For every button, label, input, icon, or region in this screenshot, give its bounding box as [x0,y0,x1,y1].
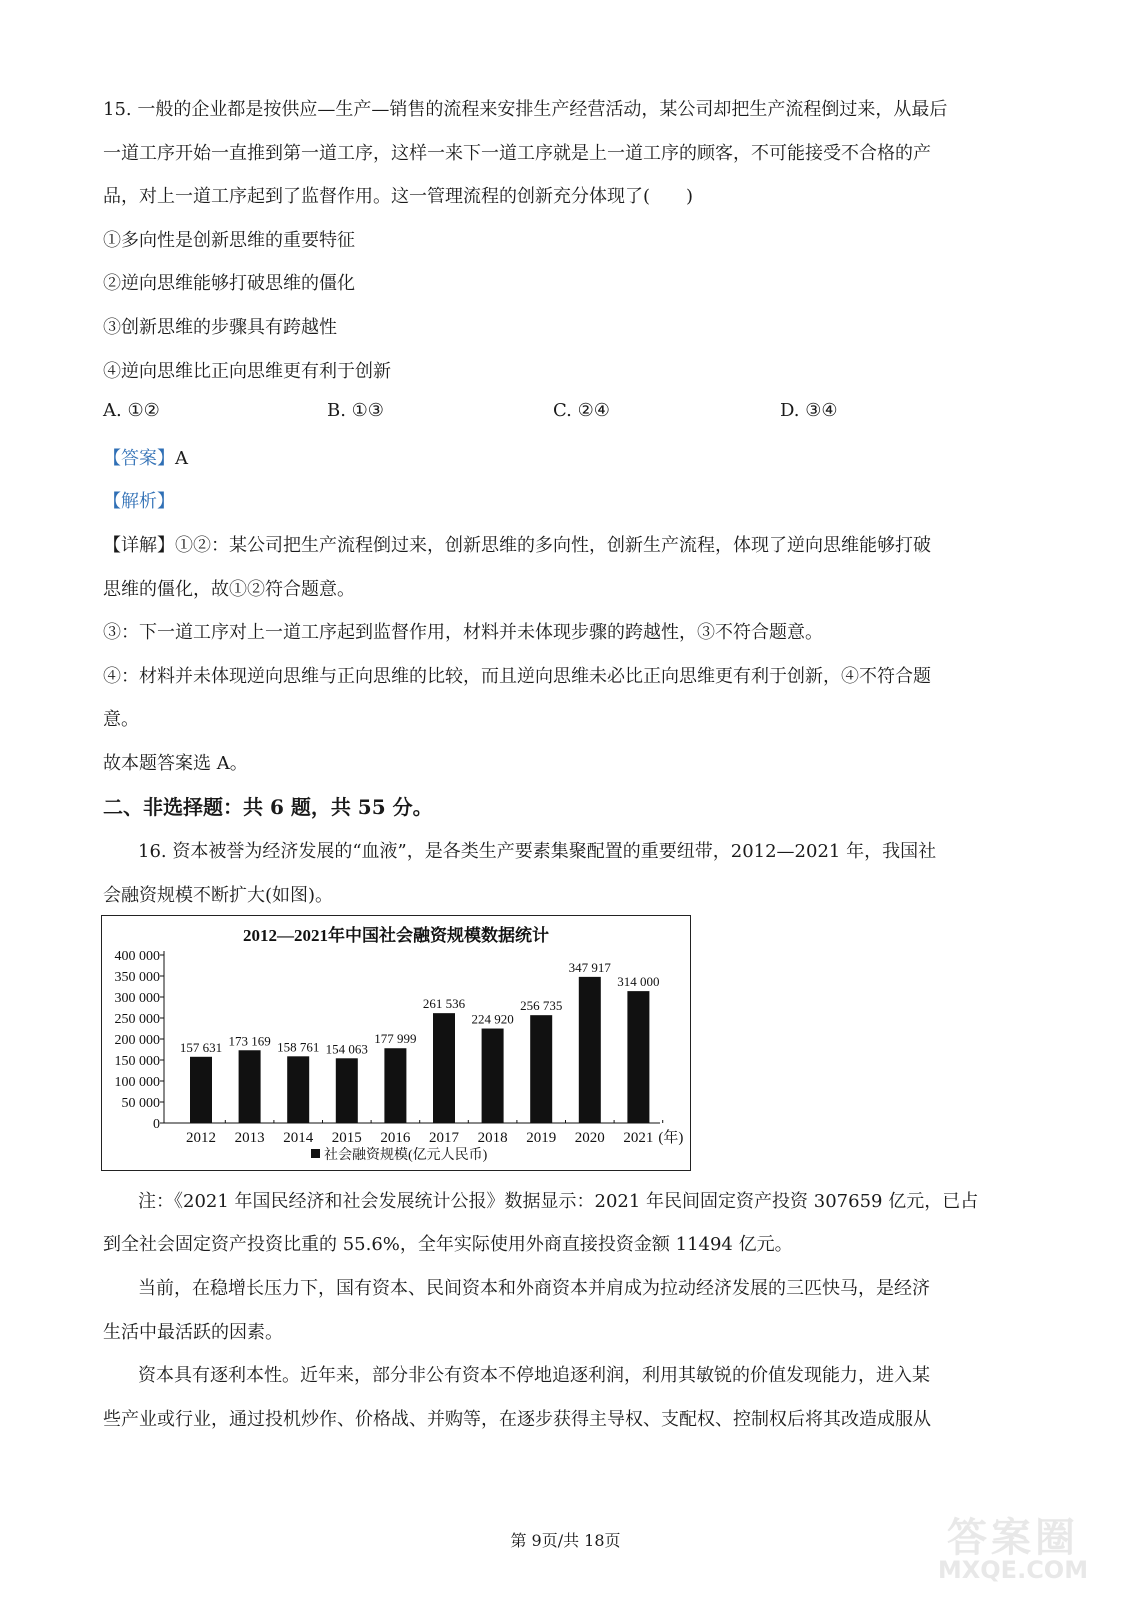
q15-option-d: D. ③④ [780,400,838,421]
q15-statement-1: ①多向性是创新思维的重要特征 [103,230,355,251]
bar-2016 [384,1048,406,1123]
x-tick-label: 2021 [623,1130,654,1146]
y-tick-label: 100 000 [114,1075,160,1090]
bar-2019 [530,1015,552,1123]
y-tick-label: 0 [153,1117,160,1132]
bar-value-label: 177 999 [374,1031,417,1047]
detail-line-3: ③：下一道工序对上一道工序起到监督作用，材料并未体现步骤的跨越性，③不符合题意。 [103,622,823,643]
legend-swatch [311,1149,320,1158]
page-number: 第 9页/共 18页 [510,1531,621,1550]
q16-para1-2: 生活中最活跃的因素。 [103,1322,283,1343]
bar-2017 [433,1013,455,1123]
detail-line-2: 思维的僵化，故①②符合题意。 [103,579,355,600]
q15-answer [103,444,188,470]
analysis-tag: 【解析】 [103,491,175,512]
x-tick-label: 2014 [283,1130,314,1146]
y-tick-label: 50 000 [121,1096,160,1111]
watermark-en: MXQE.COM [937,1556,1089,1584]
bar-value-label: 256 735 [520,998,563,1014]
bar-2021 [627,991,649,1123]
q15-option-a: A. ①② [103,400,160,421]
q15-line-1: 15. 一般的企业都是按供应—生产—销售的流程来安排生产经营活动，某公司却把生产流程倒过来，从最后 [103,99,948,120]
q15-option-c: C. ②④ [553,400,610,421]
bar-value-label: 173 169 [228,1033,271,1049]
watermark-cn: 答案圈 [947,1515,1079,1561]
q15-option-b: B. ①③ [327,400,384,421]
q16-para1-1: 当前，在稳增长压力下，国有资本、民间资本和外商资本并肩成为拉动经济发展的三匹快马，是经济 [138,1278,930,1299]
q16-para2-2: 些产业或行业，通过投机炒作、价格战、并购等，在逐步获得主导权、支配权、控制权后将其改造成服从 [103,1409,931,1430]
q15-statement-4: ④逆向思维比正向思维更有利于创新 [103,361,391,382]
y-tick-label: 400 000 [114,949,160,964]
watermark-logo [913,1506,1113,1584]
x-tick-label: 2012 [186,1130,216,1146]
y-tick-label: 250 000 [114,1012,160,1027]
q15-statement-3: ③创新思维的步骤具有跨越性 [103,317,337,338]
detail-line-6: 故本题答案选 A。 [103,753,248,774]
x-tick-label: 2015 [331,1130,362,1146]
answer-tag: 【答案】 [103,448,175,469]
q16-note-1: 注：《2021 年国民经济和社会发展统计公报》数据显示：2021 年民间固定资产投资 307659 亿元，已占 [138,1191,979,1212]
section-title: 二、非选择题：共 6 题，共 55 分。 [103,795,433,819]
y-tick-label: 150 000 [114,1054,160,1069]
bar-2020 [579,977,601,1123]
x-tick-label: 2017 [429,1130,459,1146]
x-tick-label: 2018 [477,1130,508,1146]
bar-value-label: 314 000 [617,974,660,990]
answer-value: A [175,448,188,469]
bar-value-label: 154 063 [325,1041,368,1057]
q16-intro-1: 16. 资本被誉为经济发展的“血液”，是各类生产要素集聚配置的重要纽带，2012—2021 年，我国社 [138,841,937,862]
bar-2015 [336,1058,358,1123]
detail-line-1: 【详解】①②：某公司把生产流程倒过来，创新思维的多向性，创新生产流程，体现了逆向思维能够打破 [103,535,931,556]
bar-2014 [287,1056,309,1123]
bar-value-label: 158 761 [277,1039,320,1055]
bar-2012 [190,1057,212,1123]
q16-note-2: 到全社会固定资产投资比重的 55.6%，全年实际使用外商直接投资金额 11494 亿元。 [103,1234,793,1255]
q15-statement-2: ②逆向思维能够打破思维的僵化 [103,273,355,294]
chart-title: 2012—2021年中国社会融资规模数据统计 [243,926,549,945]
bar-2013 [239,1050,261,1123]
y-tick-label: 200 000 [114,1033,160,1048]
detail-line-4: ④：材料并未体现逆向思维与正向思维的比较，而且逆向思维未必比正向思维更有利于创新，④不符合题 [103,666,931,687]
bar-chart [101,915,691,1171]
q16-para2-1: 资本具有逐利本性。近年来，部分非公有资本不停地追逐利润，利用其敏锐的价值发现能力，进入某 [138,1365,930,1386]
x-unit-label: (年) [658,1130,684,1146]
q15-line-2: 一道工序开始一直推到第一道工序，这样一来下一道工序就是上一道工序的顾客，不可能接受不合格的产 [103,143,931,164]
y-tick-label: 350 000 [114,970,160,985]
bar-value-label: 261 536 [422,996,466,1012]
bar-2018 [482,1029,504,1123]
chart-svg [102,916,690,1170]
legend-label: 社会融资规模(亿元人民币) [324,1148,488,1163]
x-tick-label: 2020 [574,1130,605,1146]
detail-line-5: 意。 [103,709,139,730]
bar-value-label: 157 631 [179,1039,223,1055]
bar-value-label: 224 920 [471,1011,514,1027]
x-tick-label: 2016 [380,1130,411,1146]
bar-value-label: 347 917 [568,959,611,975]
q15-line-3: 品，对上一道工序起到了监督作用。这一管理流程的创新充分体现了( ) [103,186,694,207]
y-tick-label: 300 000 [114,991,160,1006]
q16-intro-2: 会融资规模不断扩大(如图)。 [103,885,334,906]
x-tick-label: 2013 [234,1130,265,1146]
x-tick-label: 2019 [526,1130,557,1146]
